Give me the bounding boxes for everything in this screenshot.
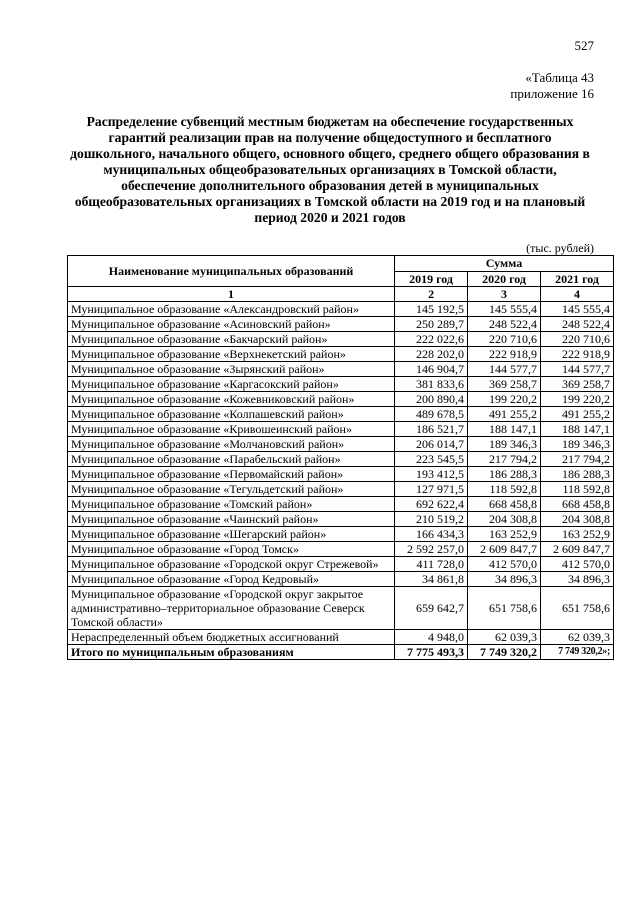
municipality-name: Муниципальное образование «Город Кедровый» (68, 572, 395, 587)
value-2020: 248 522,4 (468, 317, 541, 332)
table-row (68, 362, 614, 377)
header-year-2019: 2019 год (395, 271, 468, 287)
table-row (68, 587, 614, 630)
value-2020: 144 577,7 (468, 362, 541, 377)
table-row (68, 347, 614, 362)
table-ref-line1: «Таблица 43 (525, 70, 594, 85)
table-row (68, 407, 614, 422)
value-2019: 659 642,7 (395, 587, 468, 630)
value-2021: 186 288,3 (541, 467, 614, 482)
value-2020: 204 308,8 (468, 512, 541, 527)
value-2019: 411 728,0 (395, 557, 468, 572)
table-row (68, 497, 614, 512)
value-2021: 412 570,0 (541, 557, 614, 572)
header-year-2020: 2020 год (468, 271, 541, 287)
value-2019: 2 592 257,0 (395, 542, 468, 557)
subsidy-table (67, 255, 614, 660)
value-2019: 145 192,5 (395, 302, 468, 317)
header-name: Наименование муниципальных образований (68, 256, 395, 287)
value-2020: 62 039,3 (468, 630, 541, 645)
municipality-name: Муниципальное образование «Город Томск» (68, 542, 395, 557)
value-2021: 188 147,1 (541, 422, 614, 437)
table-row (68, 392, 614, 407)
total-row (68, 645, 614, 660)
municipality-name: Муниципальное образование «Городской округ закрытое административно–территориальное образование Северск Томской области» (68, 587, 395, 630)
units-label: (тыс. рублей) (526, 241, 594, 255)
table-row (68, 542, 614, 557)
table-row (68, 317, 614, 332)
value-2019: 381 833,6 (395, 377, 468, 392)
value-2021: 62 039,3 (541, 630, 614, 645)
municipality-name: Муниципальное образование «Кожевниковский район» (68, 392, 395, 407)
value-2021: 204 308,8 (541, 512, 614, 527)
table-row (68, 422, 614, 437)
table-row (68, 482, 614, 497)
table-row (68, 630, 614, 645)
municipality-name: Муниципальное образование «Каргасокский район» (68, 377, 395, 392)
value-2019: 250 289,7 (395, 317, 468, 332)
value-2021: 145 555,4 (541, 302, 614, 317)
header-row (68, 256, 614, 272)
value-2020: 369 258,7 (468, 377, 541, 392)
municipality-name: Муниципальное образование «Первомайский район» (68, 467, 395, 482)
municipality-name: Муниципальное образование «Зырянский район» (68, 362, 395, 377)
value-2019: 127 971,5 (395, 482, 468, 497)
total-2021: 7 749 320,2»; (541, 645, 614, 660)
value-2020: 651 758,6 (468, 587, 541, 630)
table-row (68, 467, 614, 482)
municipality-name: Муниципальное образование «Тегульдетский район» (68, 482, 395, 497)
document-title: Распределение субвенций местным бюджетам на обеспечение государственных гарантий реализации прав на получение общедоступного и бесплатного дошкольного, начального общего, основного общего, среднего общего образования в муниципальных общеобразовательных организациях в Томской области, обеспечение дополнительного образования детей в муниципальных общеобразовательных организациях в Томской области на 2019 год и на плановый период 2020 и 2021 годов (70, 114, 590, 225)
index-cell: 3 (468, 287, 541, 302)
value-2020: 668 458,8 (468, 497, 541, 512)
table-row (68, 512, 614, 527)
index-cell: 1 (68, 287, 395, 302)
table-reference (510, 70, 594, 102)
table-row (68, 332, 614, 347)
value-2019: 186 521,7 (395, 422, 468, 437)
value-2020: 189 346,3 (468, 437, 541, 452)
municipality-name: Муниципальное образование «Колпашевский район» (68, 407, 395, 422)
value-2021: 220 710,6 (541, 332, 614, 347)
value-2021: 144 577,7 (541, 362, 614, 377)
value-2021: 248 522,4 (541, 317, 614, 332)
index-row (68, 287, 614, 302)
header-year-2021: 2021 год (541, 271, 614, 287)
value-2020: 222 918,9 (468, 347, 541, 362)
municipality-name: Муниципальное образование «Шегарский район» (68, 527, 395, 542)
value-2020: 491 255,2 (468, 407, 541, 422)
value-2020: 145 555,4 (468, 302, 541, 317)
municipality-name: Муниципальное образование «Кривошеинский район» (68, 422, 395, 437)
value-2021: 369 258,7 (541, 377, 614, 392)
value-2019: 210 519,2 (395, 512, 468, 527)
value-2021: 2 609 847,7 (541, 542, 614, 557)
value-2019: 228 202,0 (395, 347, 468, 362)
value-2021: 491 255,2 (541, 407, 614, 422)
index-cell: 2 (395, 287, 468, 302)
value-2021: 34 896,3 (541, 572, 614, 587)
value-2020: 34 896,3 (468, 572, 541, 587)
municipality-name: Муниципальное образование «Александровский район» (68, 302, 395, 317)
value-2021: 163 252,9 (541, 527, 614, 542)
value-2021: 217 794,2 (541, 452, 614, 467)
total-2019: 7 775 493,3 (395, 645, 468, 660)
index-cell: 4 (541, 287, 614, 302)
table-ref-line2: приложение 16 (510, 86, 594, 101)
municipality-name: Муниципальное образование «Городской округ Стрежевой» (68, 557, 395, 572)
value-2020: 199 220,2 (468, 392, 541, 407)
value-2020: 163 252,9 (468, 527, 541, 542)
value-2021: 189 346,3 (541, 437, 614, 452)
municipality-name: Муниципальное образование «Томский район» (68, 497, 395, 512)
value-2021: 199 220,2 (541, 392, 614, 407)
header-sum: Сумма (395, 256, 614, 272)
value-2019: 206 014,7 (395, 437, 468, 452)
table-row (68, 377, 614, 392)
municipality-name: Муниципальное образование «Асиновский район» (68, 317, 395, 332)
value-2019: 34 861,8 (395, 572, 468, 587)
value-2019: 200 890,4 (395, 392, 468, 407)
value-2019: 692 622,4 (395, 497, 468, 512)
table-row (68, 527, 614, 542)
value-2019: 489 678,5 (395, 407, 468, 422)
municipality-name: Нераспределенный объем бюджетных ассигнований (68, 630, 395, 645)
municipality-name: Муниципальное образование «Верхнекетский район» (68, 347, 395, 362)
value-2020: 412 570,0 (468, 557, 541, 572)
total-label: Итого по муниципальным образованиям (68, 645, 395, 660)
value-2019: 193 412,5 (395, 467, 468, 482)
value-2021: 118 592,8 (541, 482, 614, 497)
value-2019: 223 545,5 (395, 452, 468, 467)
page-number: 527 (574, 38, 594, 53)
municipality-name: Муниципальное образование «Молчановский район» (68, 437, 395, 452)
value-2020: 188 147,1 (468, 422, 541, 437)
value-2019: 4 948,0 (395, 630, 468, 645)
table-row (68, 572, 614, 587)
value-2021: 651 758,6 (541, 587, 614, 630)
value-2020: 220 710,6 (468, 332, 541, 347)
table-row (68, 302, 614, 317)
value-2020: 118 592,8 (468, 482, 541, 497)
value-2019: 166 434,3 (395, 527, 468, 542)
value-2021: 222 918,9 (541, 347, 614, 362)
value-2019: 146 904,7 (395, 362, 468, 377)
table-row (68, 437, 614, 452)
total-2020: 7 749 320,2 (468, 645, 541, 660)
value-2021: 668 458,8 (541, 497, 614, 512)
value-2020: 2 609 847,7 (468, 542, 541, 557)
municipality-name: Муниципальное образование «Бакчарский район» (68, 332, 395, 347)
value-2019: 222 022,6 (395, 332, 468, 347)
municipality-name: Муниципальное образование «Чаинский район» (68, 512, 395, 527)
table-row (68, 452, 614, 467)
municipality-name: Муниципальное образование «Парабельский район» (68, 452, 395, 467)
table-row (68, 557, 614, 572)
value-2020: 217 794,2 (468, 452, 541, 467)
value-2020: 186 288,3 (468, 467, 541, 482)
